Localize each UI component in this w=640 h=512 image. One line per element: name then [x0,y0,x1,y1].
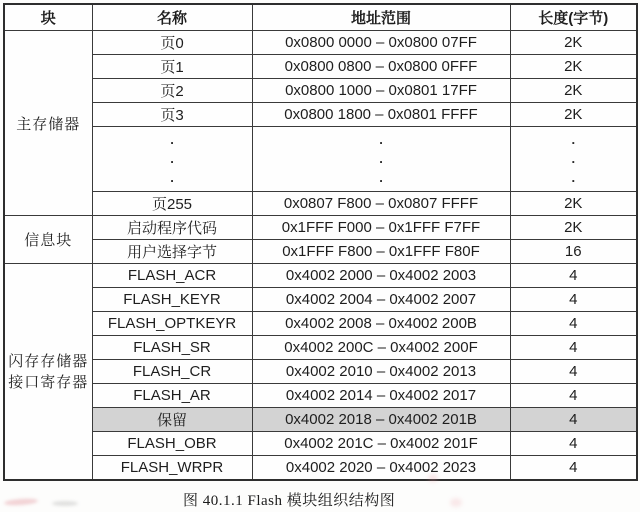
block-cell-info-block: 信息块 [4,216,92,264]
cell-range: 0x4002 2018 – 0x4002 201B [252,408,510,432]
table-row-page1 [4,55,637,79]
table-row-flash-cr [4,360,637,384]
table-row-boot-code [4,216,637,240]
cell-range: 0x4002 201C – 0x4002 201F [252,432,510,456]
header-length: 长度(字节) [510,4,637,31]
cell-length: 2K [510,79,637,103]
cell-name: 保留 [92,408,252,432]
cell-length: 16 [510,240,637,264]
cell-range: 0x0807 F800 – 0x0807 FFFF [252,192,510,216]
cell-range: 0x0800 0800 – 0x0800 0FFF [252,55,510,79]
ellipsis-name-cell [92,127,252,192]
cell-range: 0x4002 200C – 0x4002 200F [252,336,510,360]
cell-name: FLASH_WRPR [92,456,252,481]
figure-caption: 图 40.1.1 Flash 模块组织结构图 [183,493,396,509]
block-cell-main-memory: 主存储器 [4,31,92,216]
cell-range: 0x4002 2004 – 0x4002 2007 [252,288,510,312]
block-label-line2: 接口寄存器 [8,373,89,391]
cell-length: 4 [510,312,637,336]
ellipsis-range-cell [252,127,510,192]
cell-length: 4 [510,360,637,384]
cell-name: FLASH_AR [92,384,252,408]
cell-length: 4 [510,264,637,288]
table-row-flash-optkeyr [4,312,637,336]
block-cell-flash-interface-registers [4,264,92,481]
cell-name: 页3 [92,103,252,127]
cell-length: 4 [510,384,637,408]
cell-name: 页0 [92,31,252,55]
table-row-flash-wrpr [4,456,637,481]
cell-name: 页255 [92,192,252,216]
cell-name: FLASH_SR [92,336,252,360]
block-label-line1: 闪存存储器 [8,352,89,370]
cell-name: FLASH_OPTKEYR [92,312,252,336]
cell-length: 2K [510,192,637,216]
cell-range: 0x0800 0000 – 0x0800 07FF [252,31,510,55]
cell-range: 0x0800 1800 – 0x0801 FFFF [252,103,510,127]
scan-smudge [4,498,38,506]
table-row-flash-ar [4,384,637,408]
cell-range: 0x4002 2000 – 0x4002 2003 [252,264,510,288]
cell-length: 4 [510,432,637,456]
table-row-flash-sr [4,336,637,360]
ellipsis-dots: . . . [379,132,383,185]
cell-name: 启动程序代码 [92,216,252,240]
cell-length: 4 [510,408,637,432]
table-row-page3 [4,103,637,127]
ellipsis-dots: . . . [571,132,576,185]
scan-smudge [52,501,78,506]
ellipsis-dots: . . . [170,132,174,185]
cell-length: 4 [510,456,637,481]
cell-length: 4 [510,288,637,312]
flash-organization-table [3,3,638,481]
scan-smudge [450,498,462,507]
cell-length: 2K [510,31,637,55]
cell-range: 0x4002 2020 – 0x4002 2023 [252,456,510,481]
cell-name: FLASH_ACR [92,264,252,288]
table-row-flash-obr [4,432,637,456]
cell-length: 2K [510,216,637,240]
cell-range: 0x0800 1000 – 0x0801 17FF [252,79,510,103]
ellipsis-length-cell [510,127,637,192]
table-row-flash-acr [4,264,637,288]
cell-name: 用户选择字节 [92,240,252,264]
table-row-reserved [4,408,637,432]
table-row-page2 [4,79,637,103]
header-range: 地址范围 [252,4,510,31]
cell-length: 2K [510,55,637,79]
header-name: 名称 [92,4,252,31]
cell-length: 4 [510,336,637,360]
table-row-ellipsis [4,127,637,192]
cell-range: 0x1FFF F000 – 0x1FFF F7FF [252,216,510,240]
table-row-flash-keyr [4,288,637,312]
cell-range: 0x4002 2014 – 0x4002 2017 [252,384,510,408]
table-row-page0 [4,31,637,55]
cell-name: FLASH_KEYR [92,288,252,312]
cell-range: 0x4002 2008 – 0x4002 200B [252,312,510,336]
table-row-page255 [4,192,637,216]
table-row-user-option-bytes [4,240,637,264]
cell-length: 2K [510,103,637,127]
cell-range: 0x1FFF F800 – 0x1FFF F80F [252,240,510,264]
cell-name: 页2 [92,79,252,103]
header-block: 块 [4,4,92,31]
cell-name: 页1 [92,55,252,79]
cell-range: 0x4002 2010 – 0x4002 2013 [252,360,510,384]
table-header-row [4,4,637,31]
cell-name: FLASH_CR [92,360,252,384]
cell-name: FLASH_OBR [92,432,252,456]
